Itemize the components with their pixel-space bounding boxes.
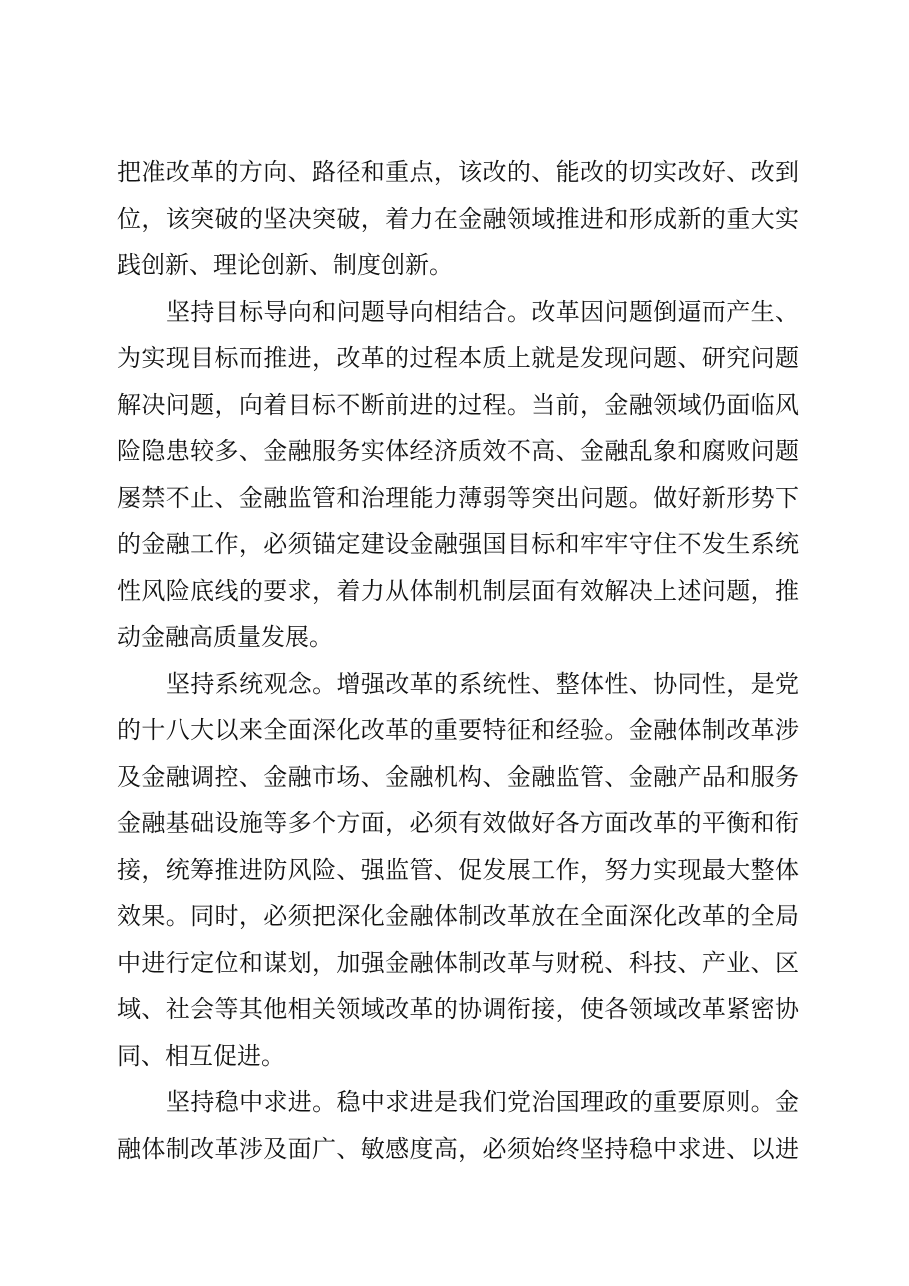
- text-line: 坚持系统观念。增强改革的系统性、整体性、协同性，是党: [166, 669, 799, 698]
- text-line: 及金融调控、金融市场、金融机构、金融监管、金融产品和服务: [117, 762, 799, 791]
- text-line: 解决问题，向着目标不断前进的过程。当前，金融领域仍面临风: [117, 390, 799, 419]
- text-line: 中进行定位和谋划，加强金融体制改革与财税、科技、产业、区: [117, 948, 799, 977]
- text-line: 坚持目标导向和问题导向相结合。改革因问题倒逼而产生、: [166, 297, 799, 326]
- text-line: 为实现目标而推进，改革的过程本质上就是发现问题、研究问题: [117, 344, 799, 372]
- text-line: 同、相互促进。: [117, 1041, 285, 1070]
- text-line: 接，统筹推进防风险、强监管、促发展工作，努力实现最大整体: [117, 855, 799, 884]
- text-line: 践创新、理论创新、制度创新。: [117, 251, 453, 279]
- text-line: 域、社会等其他相关领域改革的协调衔接，使各领域改革紧密协: [117, 995, 799, 1023]
- text-line: 动金融高质量发展。: [117, 623, 333, 651]
- text-line: 效果。同时，必须把深化金融体制改革放在全面深化改革的全局: [117, 902, 799, 930]
- text-line: 的十八大以来全面深化改革的重要特征和经验。金融体制改革涉: [117, 716, 799, 744]
- text-line: 屡禁不止、金融监管和治理能力薄弱等突出问题。做好新形势下: [117, 483, 799, 512]
- text-line: 险隐患较多、金融服务实体经济质效不高、金融乱象和腐败问题: [117, 437, 799, 465]
- document-body: [117, 149, 799, 1172]
- text-line: 融体制改革涉及面广、敏感度高，必须始终坚持稳中求进、以进: [117, 1134, 799, 1163]
- text-line: 坚持稳中求进。稳中求进是我们党治国理政的重要原则。金: [166, 1088, 799, 1116]
- text-line: 位，该突破的坚决突破，着力在金融领域推进和形成新的重大实: [117, 204, 799, 233]
- text-line: 金融基础设施等多个方面，必须有效做好各方面改革的平衡和衔: [117, 809, 799, 837]
- text-line: 的金融工作，必须锚定建设金融强国目标和牢牢守住不发生系统: [117, 530, 799, 558]
- text-line: 把准改革的方向、路径和重点，该改的、能改的切实改好、改到: [117, 158, 799, 186]
- text-line: 性风险底线的要求，着力从体制机制层面有效解决上述问题，推: [117, 576, 799, 605]
